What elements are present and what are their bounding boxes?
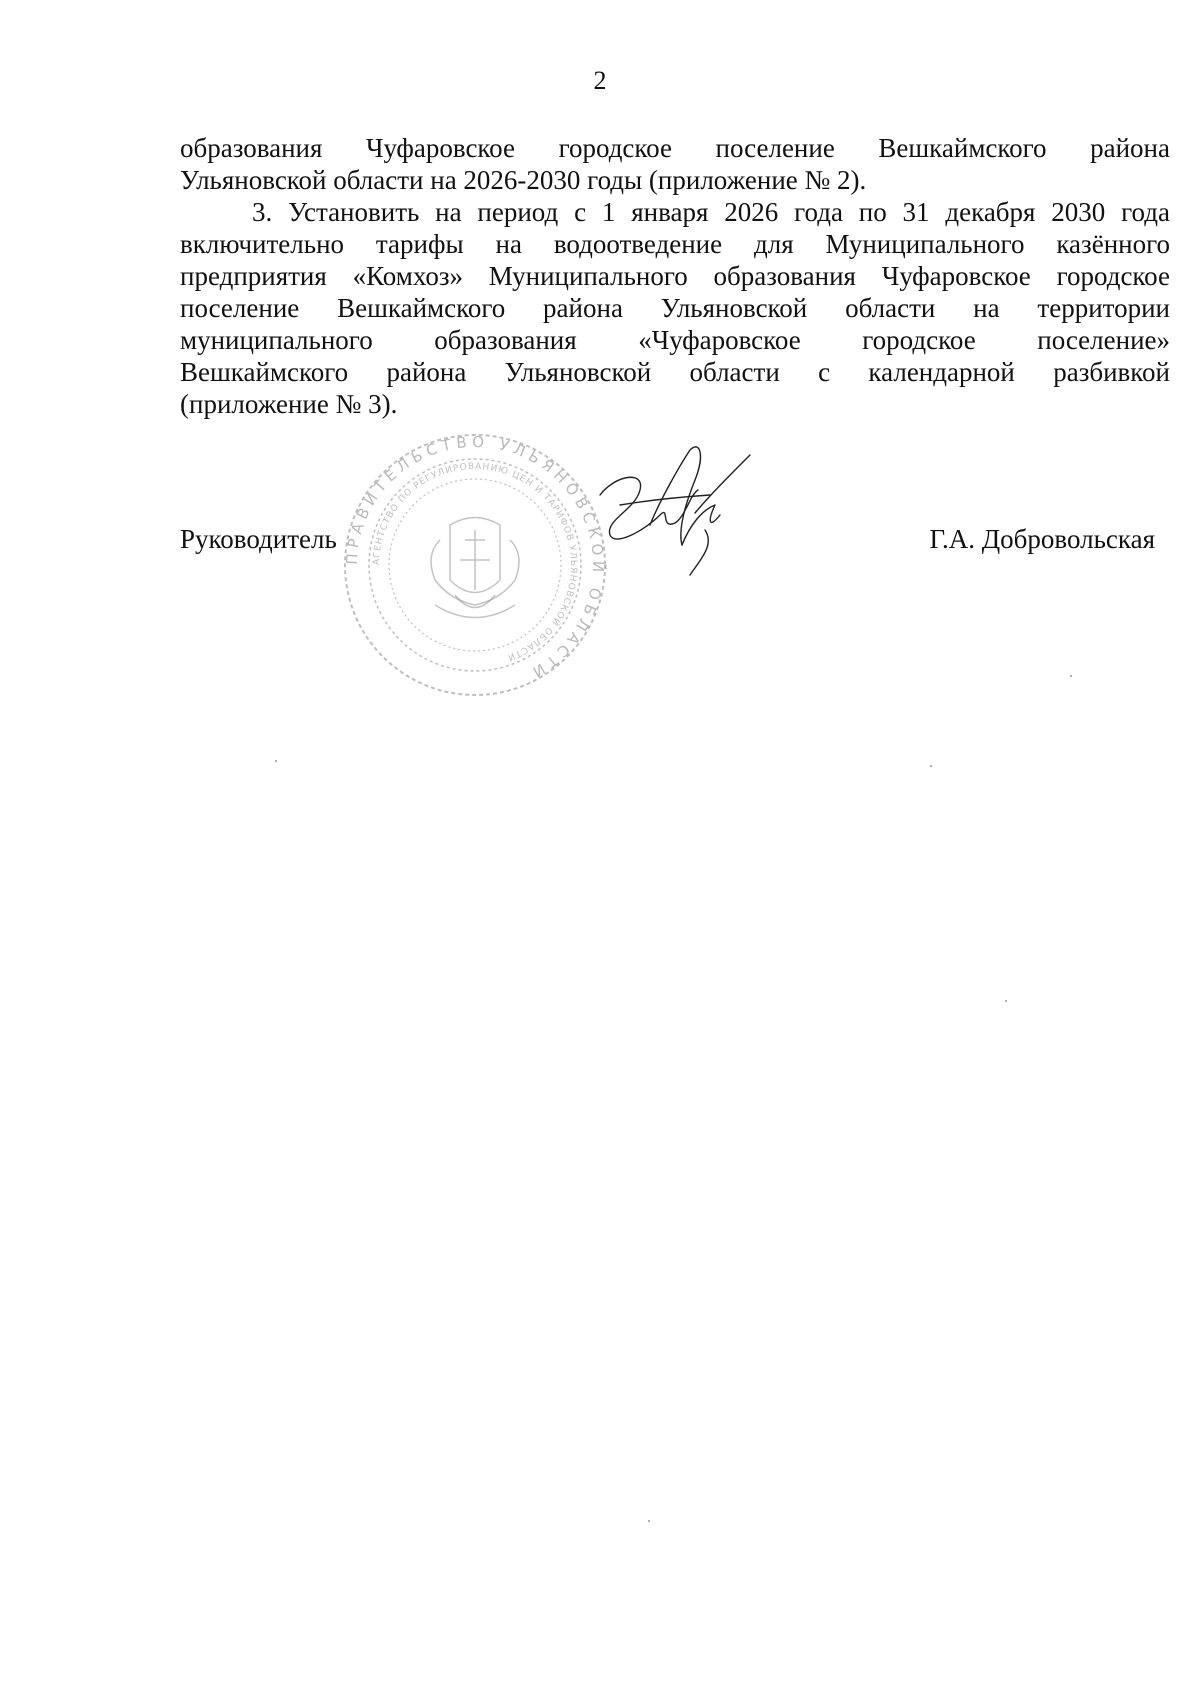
scan-speck: [930, 765, 932, 767]
scan-speck: [275, 760, 277, 762]
stamp-inner-text: АГЕНТСТВО ПО РЕГУЛИРОВАНИЮ ЦЕН И ТАРИФОВ УЛЬЯНОВСКОЙ ОБЛАСТИ: [371, 461, 579, 663]
text-line: (приложение № 3).: [180, 389, 398, 419]
text-line: Вешкаймского района Ульяновской области с календарной разбивкой: [180, 357, 1170, 387]
text-line: образования Чуфаровское городское поселение Вешкаймского района: [180, 133, 1170, 163]
text-line: поселение Вешкаймского района Ульяновской области на территории: [180, 293, 1170, 323]
coat-of-arms-icon: [431, 518, 519, 618]
page-number: 2: [593, 66, 607, 95]
paragraph-continuation: [180, 132, 1170, 196]
text-line: 3. Установить на период с 1 января 2026 года по 31 декабря 2030 года: [252, 197, 1170, 227]
text-line: Ульяновской области на 2026-2030 годы (приложение № 2).: [180, 165, 867, 195]
official-stamp: [340, 430, 610, 700]
stamp-outer-text: ПРАВИТЕЛЬСТВО УЛЬЯНОВСКОЙ ОБЛАСТИ: [342, 432, 608, 684]
signatory-title: Руководитель: [180, 524, 337, 554]
scan-speck: [1005, 1000, 1007, 1002]
paragraph-item-3: [180, 196, 1170, 420]
signatory-name: Г.А. Добровольская: [929, 524, 1155, 554]
handwritten-signature: [590, 435, 760, 585]
scan-speck: [648, 1520, 650, 1522]
text-line: муниципального образования «Чуфаровское городское поселение»: [180, 325, 1170, 355]
text-line: предприятия «Комхоз» Муниципального образования Чуфаровское городское: [180, 261, 1170, 291]
text-line: включительно тарифы на водоотведение для Муниципального казённого: [180, 229, 1170, 259]
scan-speck: [1070, 675, 1072, 677]
